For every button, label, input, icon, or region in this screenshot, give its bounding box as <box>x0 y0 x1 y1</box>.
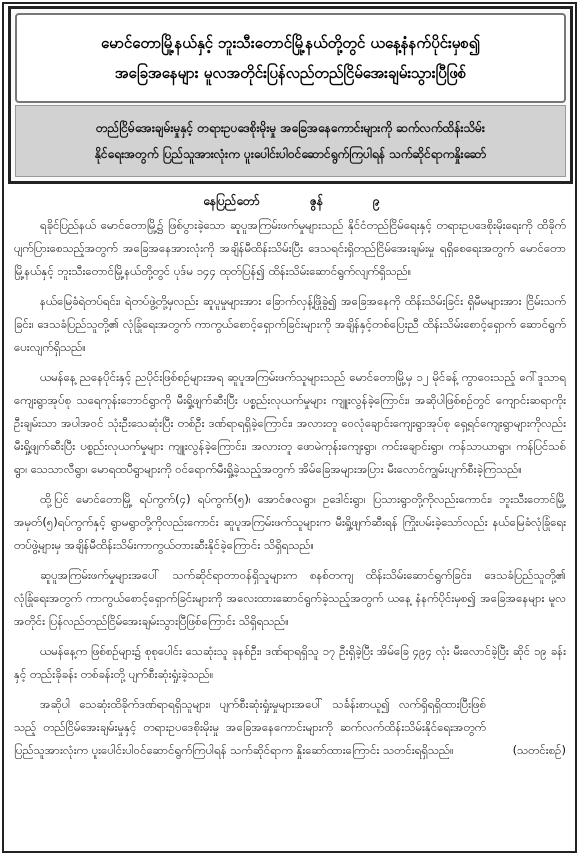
headline-line-2: အခြေအနေများ မူလအတိုင်းပြန်လည်တည်ငြိမ်အေးချမ်းသွားပြီဖြစ် <box>114 64 467 82</box>
byline: (သတင်းစဉ်) <box>512 743 566 757</box>
last-paragraph-row <box>14 693 566 762</box>
paragraph-2: နယ်မြေခံရဲတပ်ရင်း၊ ရဲတပ်ဖွဲ့တို့မှလည်း ဆူပူမှုများအား ခြောက်လှန့်ဖြိုခွဲ၍ အခြေအနေကို ထိန်းသိမ်းခြင်း ရှိမီမများအား ငြိမ်းသက်ခြင်း၊ ဒေသခံပြည်သူတို့၏ လုံခြုံရေးအတွက် ကာကွယ်စောင့်ရှောက်ခြင်းများကို အချိန်နှင့်တစ်ပြေးညီ ထိန်းသိမ်းစောင့်ရှောက် ဆောင်ရွက်ပေးလျက်ရှိသည်။ <box>14 294 566 354</box>
article-body <box>14 214 566 848</box>
subheadline-panel <box>15 105 566 177</box>
dateline-day: ၉ <box>372 194 380 208</box>
paragraph-4: ထို့ပြင် မောင်တောမြို့ ရပ်ကွက်(၄) ရပ်ကွက်(၅)၊ အောင်ဇလရွာ၊ ဥဒေါင်းရွာ၊ ပြသားရွာတို့ကိုလည်းကောင်း၊ ဘူးသီးတောင်မြို့ အမှတ်(၅)ရပ်ကွက်နှင့် ရွာမရွာတို့ကိုလည်းကောင်း ဆူပူအကြမ်းဖက်သူများက မီးရှို့ဖျက်ဆီးရန် ကြိုးပမ်းခဲ့သော်လည်း နယ်မြေခံလုံခြုံရေးတပ်ဖွဲ့များမှ အချိန်မီထိန်းသိမ်းကာကွယ်တားဆီးနိုင်ခဲ့ကြောင်း သိရှိရသည်။ <box>14 492 566 552</box>
paragraph-1: ရခိုင်ပြည်နယ် မောင်တောမြို့၌ ဖြစ်ပွားခဲ့သော ဆူပူအကြမ်းဖက်မှုများသည် နိုင်ငံတည်ငြိမ်ရေးနှင့် တရားဥပဒေစိုးမိုးရေးကို ထိခိုက်ပျက်ပြားစေသည့်အတွက် အခြေအနေအားလုံးကို အချိန်မီထိန်းသိမ်းပြီး ဒေသရင်းရှိတည်ငြိမ်အေးချမ်းမှု ရရှိစေရေးအတွက် မောင်တောမြို့နယ်နှင့် ဘူးသီးတောင်မြို့နယ်တို့တွင် ပုဒ်မ ၁၄၄ ထုတ်ပြန်၍ ထိန်းသိမ်းဆောင်ရွက်လျက်ရှိသည်။ <box>14 218 566 278</box>
paragraph-6: ယမန်နေ့က ဖြစ်စဉ်များ၌ စုစုပေါင်း သေဆုံးသူ ခုနစ်ဦး၊ ဒဏ်ရာရရှိသူ ၁၇ ဦးရှိခဲ့ပြီး အိမ်ခြေ ၄၉၄ လုံး မီးလောင်ခဲ့ပြီး ဆိုင် ၁၉ ခန်းနှင့် တည်းခိုခန်း တစ်ခန်းတို့ ပျက်စီးဆုံးရှုံးခဲ့သည်။ <box>14 644 566 681</box>
headline-line-1: မောင်တောမြို့နယ်နှင့် ဘူးသီးတောင်မြို့နယ်တို့တွင် ယနေ့နံနက်ပိုင်းမှစ၍ <box>101 34 480 52</box>
subheadline-line-1: တည်ငြိမ်အေးချမ်းမှုနှင့် တရားဥပဒေစိုးမိုးမှု အခြေအနေကောင်းများကို ဆက်လက်ထိန်းသိမ်း <box>96 121 485 135</box>
paragraph-3: ယမန်နေ့ ညနေပိုင်းနှင့် ညပိုင်းဖြစ်စဉ်များအရ ဆူပူအကြမ်းဖက်သူများသည် မောင်တောမြို့မှ ၁၂ မိုင်ခန့် ကွာဝေးသည့် ဂေါ်ဒူသာရကျေးရွာအုပ်စု သရေကုန်းဘောင်ရွာကို မီးရှို့ဖျက်ဆီးပြီး ပစ္စည်းလုယက်မှုများ ကျူးလွန်ခဲ့ကြောင်း၊ အဆိုပါဖြစ်စဉ်တွင် ကျောင်းဆရာကိုး ဦးချမ်းသာ အပါအဝင် သုံးဦးသေဆုံးပြီး တစ်ဦး ဒဏ်ရာရရှိခဲ့ကြောင်း၊ အလားတူ ဝေလုံချောင်းကျေးရွာအုပ်စု ရှေ့ရင်ကျေးရွာများကိုလည်း မီးရှို့ဖျက်ဆီးပြီး ပစ္စည်းလုယက်မှုများ ကျူးလွန်ခဲ့ကြောင်း၊ အလားတူ ဖောမဲကုန်းကျေးရွာ၊ ကင်းချောင်းရွာ၊ ကန်သာယာရွာ၊ ကန်ပြင်သစ်ရွာ၊ သေသာလီရွာ၊ မောရထပီရွာများကို ဝင်ရောက်မီးရှို့ခဲ့သည့်အတွက် အိမ်ခြေအများအပြား မီးလောင်ကျွမ်းပျက်စီးခဲ့ကြသည်။ <box>14 370 566 476</box>
dateline <box>0 190 583 214</box>
headline-panel <box>15 13 566 103</box>
paragraph-7: အဆိုပါ သေဆုံးထိခိုက်ဒဏ်ရာရရှိသူများ၊ ပျက်စီးဆုံးရှုံးမှုများအပေါ် သင်္ခန်းစာယူ၍ လက်ရှိရရှိထားပြီးဖြစ်သည့် တည်ငြိမ်အေးချမ်းမှုနှင့် တရားဥပဒေစိုးမိုးမှု အခြေအနေကောင်းများကို ဆက်လက်ထိန်းသိမ်းနိုင်ရေးအတွက် ပြည်သူအားလုံးက ပူးပေါင်းပါဝင်ဆောင်ရွက်ကြပါရန် သက်ဆိုင်ရာက နှိုးဆော်ထားကြောင်း သတင်းရရှိသည်။ <box>14 697 486 757</box>
headline-box <box>8 6 573 184</box>
dateline-place: နေပြည်တော် <box>203 194 260 208</box>
subheadline-line-2: နိုင်ရေးအတွက် ပြည်သူအားလုံးက ပူးပေါင်းပါဝင်ဆောင်ရွက်ကြပါရန် သက်ဆိုင်ရာကနှိုးဆော် <box>94 147 487 161</box>
paragraph-5: ဆူပူအကြမ်းဖက်မှုများအပေါ် သက်ဆိုင်ရာတာဝန်ရှိသူများက စနစ်တကျ ထိန်းသိမ်းဆောင်ရွက်ခြင်း၊ ဒေသခံပြည်သူတို့၏ လုံခြုံရေးအတွက် ကာကွယ်စောင့်ရှောက်ခြင်းများကို အလေးထားဆောင်ရွက်ခဲ့သည့်အတွက် ယနေ့ နံနက်ပိုင်းမှစ၍ အခြေအနေများ မူလအတိုင်း ပြန်လည်တည်ငြိမ်အေးချမ်းသွားပြီဖြစ်ကြောင်း သိရှိရသည်။ <box>14 568 566 628</box>
dateline-month: ဇွန် <box>309 194 323 208</box>
